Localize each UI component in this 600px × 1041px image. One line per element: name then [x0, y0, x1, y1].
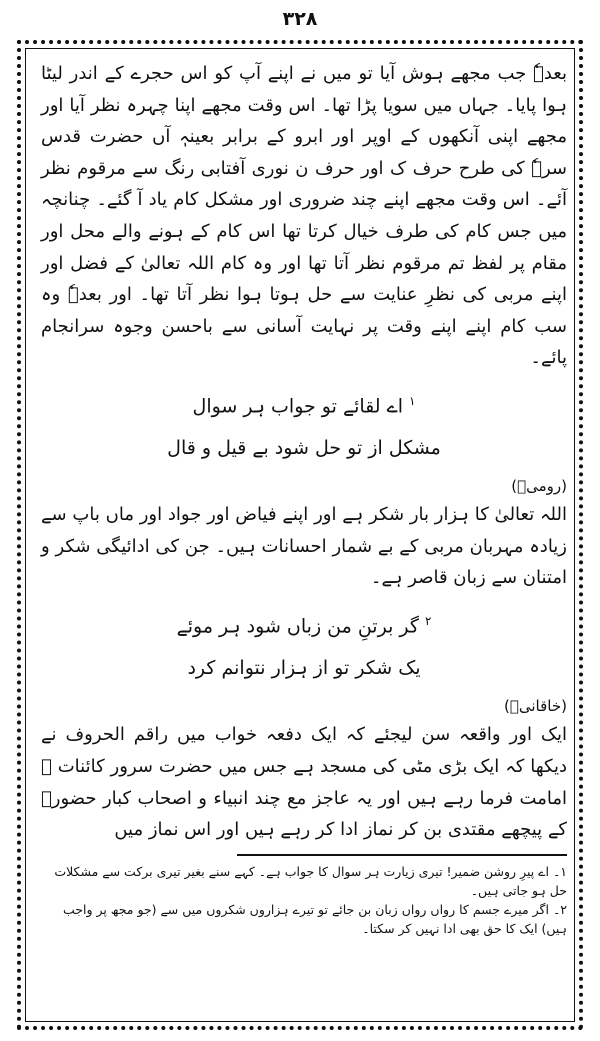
page-number: ۳۲۸ — [282, 8, 318, 30]
verse-2-marker: ۲ — [424, 614, 432, 629]
page-content — [41, 58, 567, 938]
footnote-2: ۲۔ اگر میرے جسم کا رواں رواں زبان بن جائے تو تیرے ہزاروں شکروں میں سے (جو مجھ پر واجب ہیں) ایک کا حق بھی ادا نہیں کر سکتا۔ — [62, 901, 567, 936]
footnote-divider — [237, 854, 567, 856]
verse-2-line-1-text: گر برتنِ من زباں شود ہر موئے — [176, 615, 419, 638]
verse-2-line-2: یک شکر تو از ہزار نتوانم کرد — [187, 657, 421, 680]
verse-1-attribution: (رومیؒ) — [511, 477, 567, 496]
paragraph-3: ایک اور واقعہ سن لیجئے کہ ایک دفعہ خواب میں راقم الحروف نے دیکھا کہ ایک بڑی مٹی کی مسجد ہے جس میں حضرت سرور کائنات ﷺ امامت فرما رہے ہیں اور یہ عاجز مع چند انبیاء و اصحاب کبار حضورؐ کے پیچھے مقتدی بن کر نماز ادا کر رہے ہیں اور اس نماز میں — [41, 724, 567, 841]
footnotes — [41, 862, 567, 938]
page-border-frame — [17, 40, 583, 1030]
verse-2 — [41, 600, 567, 689]
verse-1-line-2: مشکل از تو حل شود بے قیل و قال — [167, 437, 441, 460]
paragraph-2: اللہ تعالیٰ کا ہزار بار شکر ہے اور اپنے فیاض اور جواد اور ماں باپ سے زیادہ مہربان مربی کے بے شمار احسانات ہیں۔ جن کی ادائیگی شکر و امتنان سے زبان قاصر ہے۔ — [41, 504, 567, 589]
verse-2-line-1 — [41, 600, 567, 647]
verse-2-attribution: (خاقانیؒ) — [504, 697, 567, 716]
verse-1-line-1 — [41, 380, 567, 427]
verse-1 — [41, 380, 567, 469]
paragraph-1: بعدہٗ جب مجھے ہوش آیا تو میں نے اپنے آپ کو اس حجرے کے اندر لیٹا ہوا پایا۔ جہاں میں سویا پڑا تھا۔ اس وقت مجھے اپنا چہرہ نظر آیا اور مجھے اپنی آنکھوں کے اوپر اور ابرو کے برابر بعینہٖ آں حضرت قدس سرہٗ کی طرح حرف ک اور حرف ن نوری آفتابی رنگ سے مرقوم نظر آئے۔ اس وقت مجھے اپنے چند ضروری اور مشکل کام یاد آ گئے۔ چنانچہ میں جس کام کی طرف خیال کرتا تھا اس کام کے ہونے والے محل اور مقام پر لفظ تم مرقوم نظر آتا تھا اور وہ کام اللہ تعالیٰ کے فضل اور اپنے مربی کی نظرِ عنایت سے حل ہوتا ہوا نظر آتا تھا۔ اور بعدہٗ وہ سب کام اپنے اپنے وقت پر نہایت آسانی سے باحسن وجوہ سرانجام پائے۔ — [41, 63, 567, 369]
verse-1-line-1-text: اے لقائے تو جواب ہر سوال — [192, 395, 404, 418]
footnote-1: ۱۔ اے پیرِ روشن ضمیر! تیری زیارت ہر سوال کا جواب ہے۔ کہے سنے بغیر تیری برکت سے مشکلات حل ہو جاتی ہیں۔ — [54, 863, 567, 898]
verse-1-marker: ۱ — [409, 393, 416, 408]
